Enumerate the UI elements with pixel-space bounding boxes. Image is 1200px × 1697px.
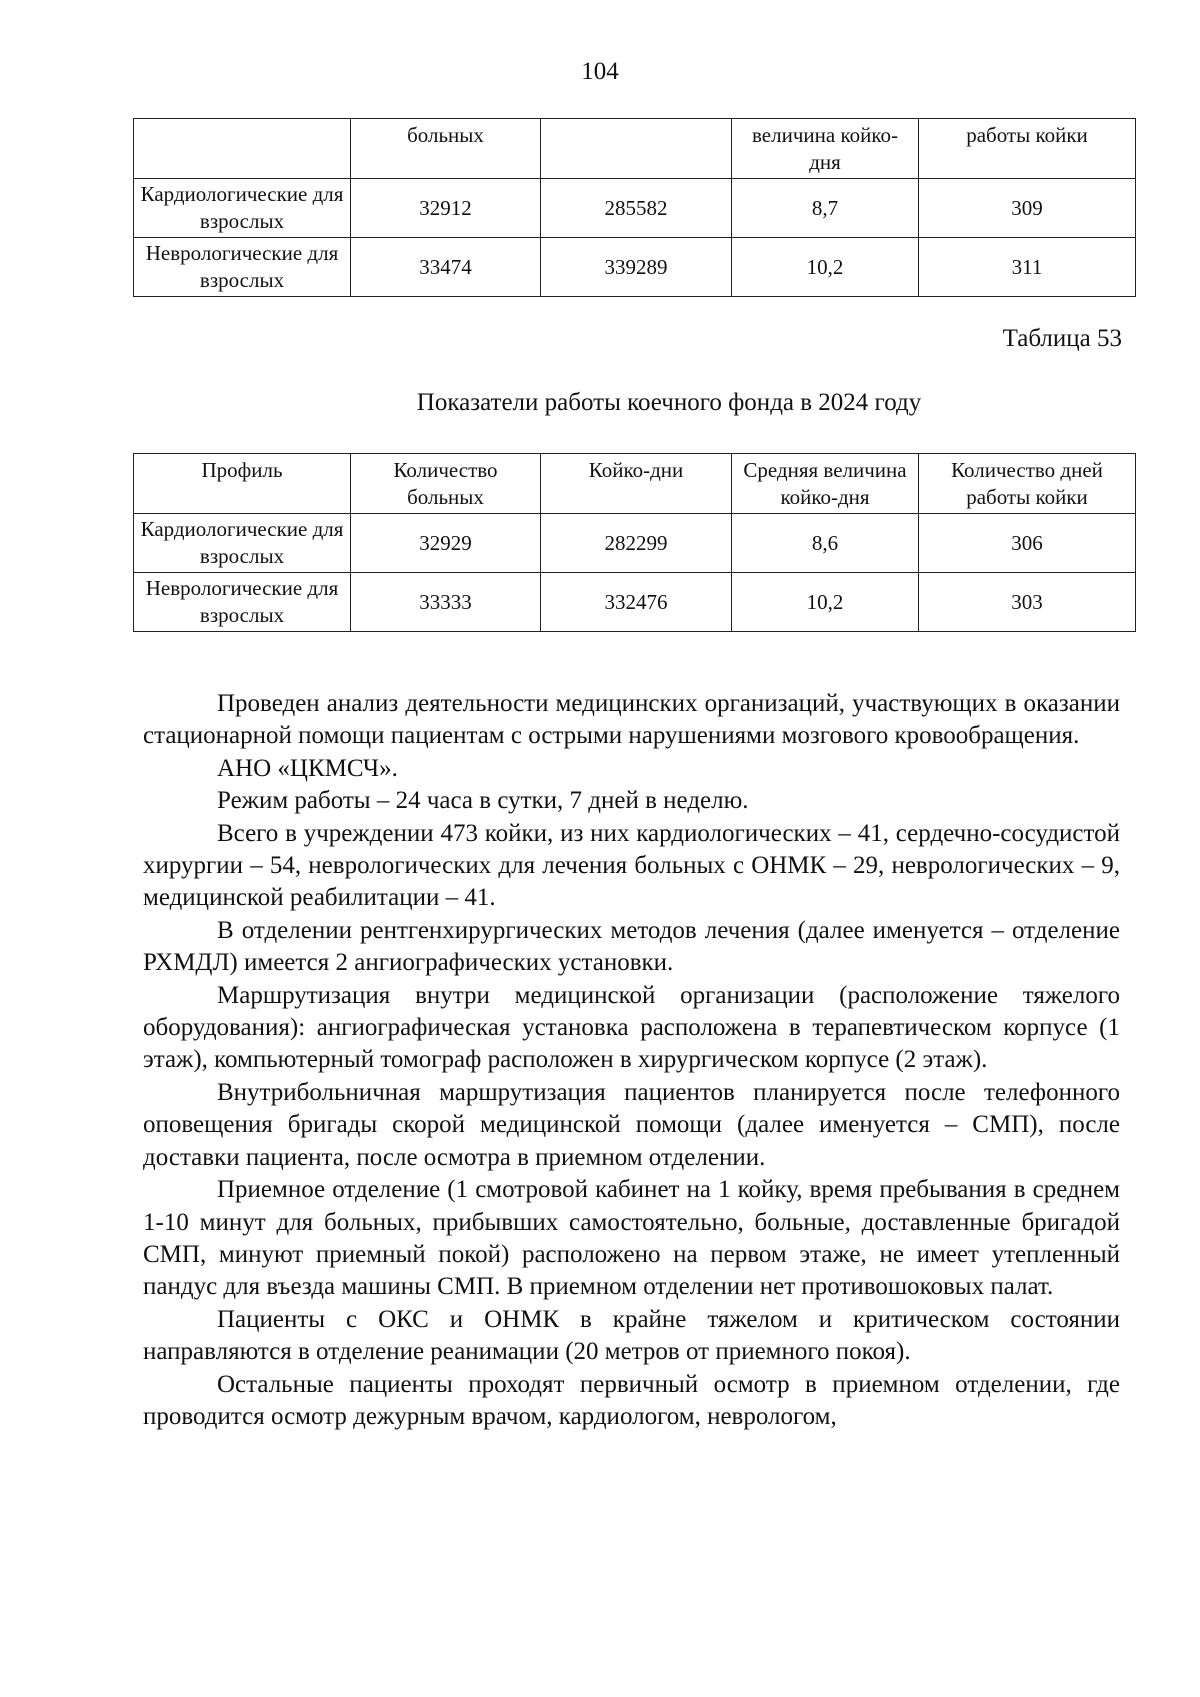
bed-days-cell: 332476 bbox=[541, 573, 732, 632]
header-cell: работы койки bbox=[919, 119, 1136, 179]
avg-bed-day-cell: 8,6 bbox=[732, 514, 919, 573]
bed-work-days-cell: 306 bbox=[919, 514, 1136, 573]
body-text bbox=[143, 688, 1120, 1433]
avg-bed-day-cell: 10,2 bbox=[732, 573, 919, 632]
profile-cell: Неврологические для взрослых bbox=[134, 238, 351, 297]
paragraph: Проведен анализ деятельности медицинских организаций, участвующих в оказании стационарной помощи пациентам с острыми нарушениями мозгового кровообращения. bbox=[143, 690, 1120, 750]
table-title: Показатели работы коечного фонда в 2024 году bbox=[416, 389, 922, 416]
paragraph: Остальные пациенты проходят первичный осмотр в приемном отделении, где проводится осмотр дежурным врачом, кардиологом, неврологом, bbox=[143, 1370, 1120, 1430]
avg-bed-day-cell: 10,2 bbox=[732, 238, 919, 297]
bed-work-days-cell: 303 bbox=[919, 573, 1136, 632]
table-caption: Таблица 53 bbox=[1002, 325, 1122, 352]
table-row bbox=[134, 238, 1136, 297]
paragraph: АНО «ЦКМСЧ». bbox=[217, 754, 398, 782]
paragraph: Маршрутизация внутри медицинской организации (расположение тяжелого оборудования): ангиографическая установка расположена в терапевтическом корпусе (1 этаж), компьютерный томограф расположен в хирургическом корпусе (2 этаж). bbox=[143, 981, 1120, 1074]
table-row bbox=[134, 514, 1136, 573]
paragraph: Режим работы – 24 часа в сутки, 7 дней в неделю. bbox=[217, 787, 749, 815]
header-cell-bed-days: Койко-дни bbox=[541, 454, 732, 514]
bed-work-days-cell: 311 bbox=[919, 238, 1136, 297]
bed-work-days-cell: 309 bbox=[919, 179, 1136, 238]
header-cell-patients: Количество больных bbox=[351, 454, 541, 514]
patients-cell: 32929 bbox=[351, 514, 541, 573]
paragraph: Всего в учреждении 473 койки, из них кардиологических – 41, сердечно-сосудистой хирургии – 54, неврологических для лечения больных с ОНМК – 29, неврологических – 9, медицинской реабилитации – 41. bbox=[143, 819, 1120, 912]
table-row bbox=[134, 179, 1136, 238]
patients-cell: 32912 bbox=[351, 179, 541, 238]
bed-days-cell: 285582 bbox=[541, 179, 732, 238]
paragraph: В отделении рентгенхирургических методов лечения (далее именуется – отделение РХМДЛ) имеется 2 ангиографических установки. bbox=[143, 916, 1120, 977]
avg-bed-day-cell: 8,7 bbox=[732, 179, 919, 238]
profile-cell: Неврологические для взрослых bbox=[134, 573, 351, 632]
header-cell: величина койко-дня bbox=[732, 119, 919, 179]
paragraph: Приемное отделение (1 смотровой кабинет на 1 койку, время пребывания в среднем 1-10 минут для больных, прибывших самостоятельно, больные, доставленные бригадой СМП, минуют приемный покой) расположено на первом этаже, не имеет утепленный пандус для въезда машины СМП. В приемном отделении нет противошоковых палат. bbox=[143, 1176, 1120, 1301]
header-cell bbox=[134, 119, 351, 179]
header-cell-bed-work-days: Количество дней работы койки bbox=[919, 454, 1136, 514]
paragraph: Внутрибольничная маршрутизация пациентов планируется после телефонного оповещения бригады скорой медицинской помощи (далее именуется – СМП), после доставки пациента, после осмотра в приемном отделении. bbox=[143, 1078, 1120, 1171]
profile-cell: Кардиологические для взрослых bbox=[134, 514, 351, 573]
header-cell-avg-bed-day: Средняя величина койко-дня bbox=[732, 454, 919, 514]
table-header-row bbox=[134, 454, 1136, 514]
bed-days-cell: 282299 bbox=[541, 514, 732, 573]
patients-cell: 33333 bbox=[351, 573, 541, 632]
bed-fund-table bbox=[133, 453, 1136, 632]
header-cell bbox=[541, 119, 732, 179]
header-cell-profile: Профиль bbox=[134, 454, 351, 514]
continued-table bbox=[133, 118, 1136, 297]
table-header-row bbox=[134, 119, 1136, 179]
table-row bbox=[134, 573, 1136, 632]
profile-cell: Кардиологические для взрослых bbox=[134, 179, 351, 238]
paragraph: Пациенты с ОКС и ОНМК в крайне тяжелом и критическом состоянии направляются в отделение реанимации (20 метров от приемного покоя). bbox=[143, 1305, 1120, 1366]
bed-days-cell: 339289 bbox=[541, 238, 732, 297]
header-cell: больных bbox=[351, 119, 541, 179]
page-number: 104 bbox=[581, 58, 619, 85]
patients-cell: 33474 bbox=[351, 238, 541, 297]
